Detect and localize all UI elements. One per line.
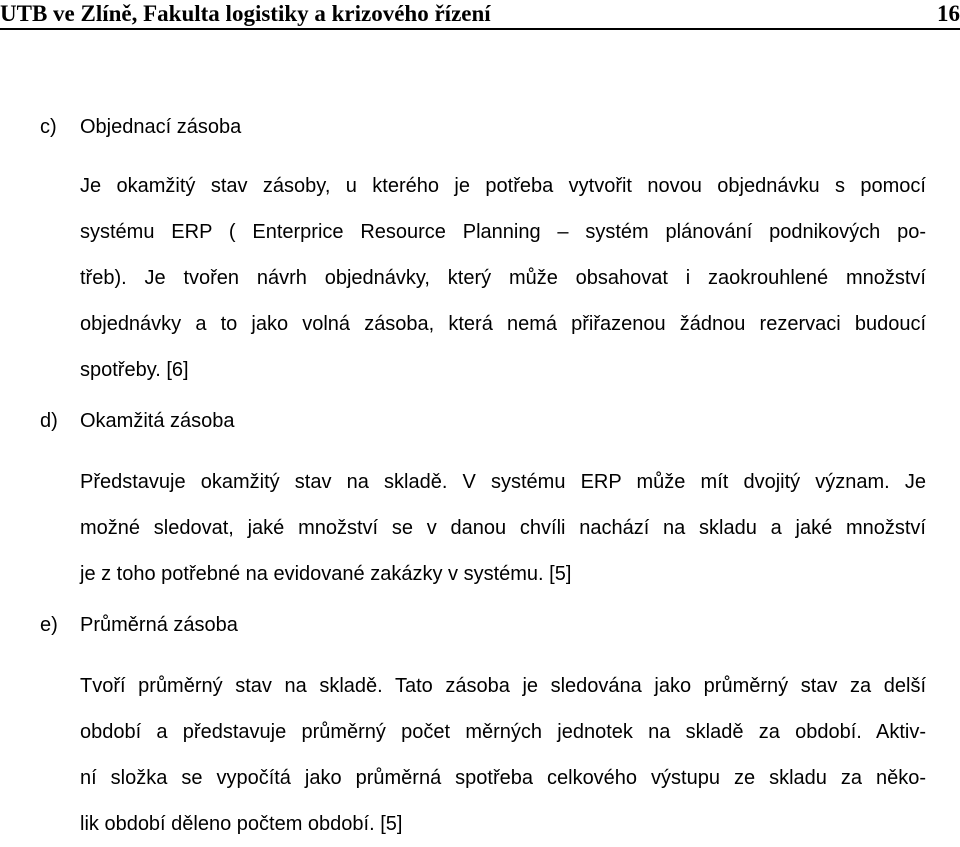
section-title: Průměrná zásoba xyxy=(80,614,238,636)
section-title: Objednací zásoba xyxy=(80,116,242,138)
text-line: je z toho potřebné na evidované zakázky v systému. [5] xyxy=(80,563,572,585)
text-line: Tvoří průměrný stav na skladě. Tato zásoba je sledována jako průměrný stav za delší xyxy=(80,675,926,697)
section-title: Okamžitá zásoba xyxy=(80,410,235,432)
text-line: možné sledovat, jaké množství se v danou chvíli nachází na skladu a jaké množství xyxy=(80,517,926,539)
section-heading-e xyxy=(40,614,238,637)
text-line: období a představuje průměrný počet měrných jednotek na skladě za období. Aktiv- xyxy=(80,721,926,743)
text-line: ní složka se vypočítá jako průměrná spotřeba celkového výstupu ze skladu za něko- xyxy=(80,767,926,789)
text-line: Je okamžitý stav zásoby, u kterého je potřeba vytvořit novou objednávku s pomocí xyxy=(80,175,926,197)
section-heading-d xyxy=(40,410,235,433)
header-title: UTB ve Zlíně, Fakulta logistiky a krizového řízení xyxy=(0,1,491,26)
text-line: třeb). Je tvořen návrh objednávky, který může obsahovat i zaokrouhlené množství xyxy=(80,267,926,289)
text-line: Představuje okamžitý stav na skladě. V systému ERP může mít dvojitý význam. Je xyxy=(80,471,926,493)
text-line: lik období děleno počtem období. [5] xyxy=(80,813,403,835)
section-paragraph-d xyxy=(80,459,926,597)
section-paragraph-e xyxy=(80,663,926,847)
section-paragraph-c xyxy=(80,163,926,393)
page-header xyxy=(0,0,960,30)
text-line: systému ERP ( Enterprice Resource Planning – systém plánování podnikových po- xyxy=(80,221,926,243)
section-heading-c xyxy=(40,116,241,139)
list-marker: e) xyxy=(40,614,58,636)
list-marker: d) xyxy=(40,410,58,432)
text-line: objednávky a to jako volná zásoba, která nemá přiřazenou žádnou rezervaci budoucí xyxy=(80,313,926,335)
page-number: 16 xyxy=(937,1,960,26)
text-line: spotřeby. [6] xyxy=(80,359,189,381)
list-marker: c) xyxy=(40,116,57,138)
